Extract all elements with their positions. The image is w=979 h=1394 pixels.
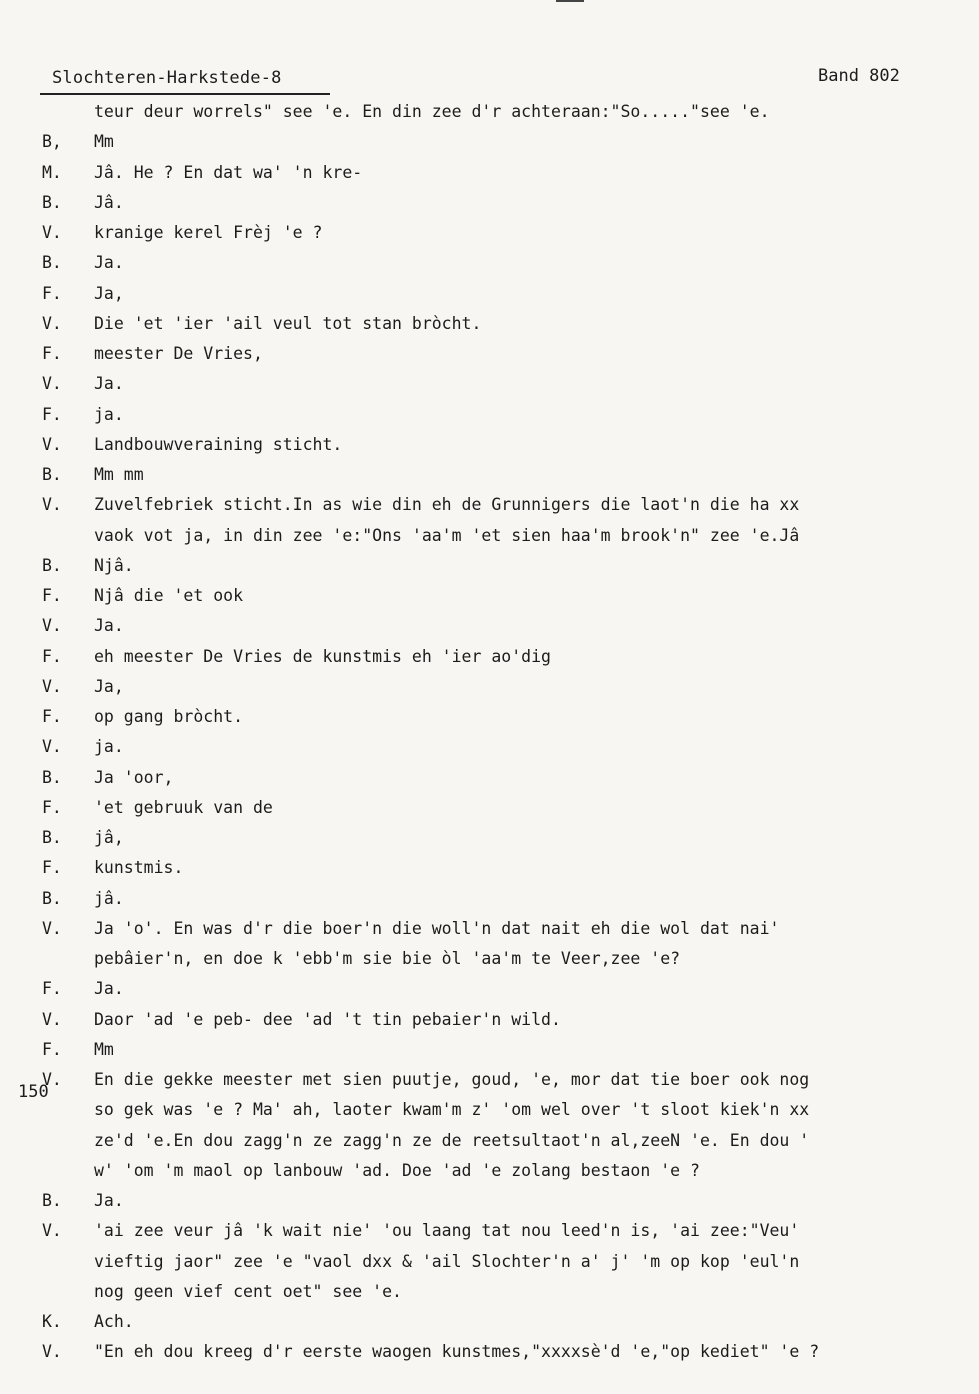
speaker-label: M.: [42, 162, 62, 182]
line-text: Daor 'ad 'e peb- dee 'ad 't tin pebaier'n wild.: [94, 1009, 561, 1029]
speaker-label: V.: [42, 434, 62, 454]
speaker-label: V.: [42, 1342, 62, 1362]
speaker-label: V.: [42, 918, 62, 938]
speaker-label: F.: [42, 586, 62, 605]
speaker-label: F.: [42, 344, 62, 363]
line-text: kunstmis.: [94, 858, 184, 878]
line-text: nog geen vief cent oet" see 'e.: [94, 1281, 402, 1301]
line-text: Ja.: [94, 253, 124, 273]
speaker-label: V.: [42, 616, 62, 636]
speaker-label: V.: [42, 1070, 62, 1089]
line-text: Ja.: [94, 979, 124, 999]
line-text: En die gekke meester met sien puutje, goud, 'e, mor dat tie boer ook nog: [94, 1070, 810, 1089]
line-text: w' 'om 'm maol op lanbouw 'ad. Doe 'ad 'e zolang bestaon 'e ?: [94, 1160, 700, 1180]
line-text: op gang bròcht.: [94, 707, 244, 726]
line-text: Jâ.: [94, 192, 124, 212]
speaker-label: V.: [42, 374, 62, 394]
band-label: Band 802: [818, 66, 900, 86]
line-text: Njâ die 'et ook: [94, 586, 244, 605]
speaker-label: V.: [42, 313, 62, 333]
line-text: Ja,: [94, 283, 124, 303]
top-mark: [556, 0, 584, 2]
speaker-label: F.: [42, 404, 62, 424]
speaker-label: V.: [42, 1009, 62, 1029]
speaker-label: B.: [42, 465, 62, 484]
speaker-label: B.: [42, 253, 62, 273]
line-text: meester De Vries,: [94, 344, 263, 363]
line-text: Ja.: [94, 374, 124, 394]
speaker-label: B.: [42, 888, 62, 908]
line-text: 'et gebruuk van de: [94, 797, 273, 817]
document-title: Slochteren-Harkstede-8: [52, 68, 282, 88]
line-text: "En eh dou kreeg d'r eerste waogen kunstmes,"xxxxsè'd 'e,"op kediet" 'e ?: [94, 1342, 820, 1362]
speaker-label: V.: [42, 737, 62, 757]
speaker-label: B.: [42, 828, 62, 847]
speaker-label: K.: [42, 1312, 62, 1331]
line-text: Landbouwveraining sticht.: [94, 434, 343, 454]
line-text: teur deur worrels" see 'e. En din zee d'r achteraan:"So....."see 'e.: [94, 102, 770, 121]
line-text: Ja.: [94, 616, 124, 636]
speaker-label: V.: [42, 676, 62, 696]
line-text: 'ai zee veur jâ 'k wait nie' 'ou laang tat nou leed'n is, 'ai zee:"Veu': [94, 1221, 800, 1241]
speaker-label: B.: [42, 192, 62, 212]
line-text: Mm: [94, 132, 114, 152]
speaker-label: F.: [42, 797, 62, 817]
speaker-label: B.: [42, 1191, 62, 1210]
line-text: Ach.: [94, 1312, 134, 1331]
line-text: Ja,: [94, 676, 124, 696]
line-text: Njâ.: [94, 555, 134, 575]
line-text: Die 'et 'ier 'ail veul tot stan bròcht.: [94, 313, 482, 333]
speaker-label: V.: [42, 495, 62, 515]
line-text: ze'd 'e.En dou zagg'n ze zagg'n ze de reetsultaot'n al,zeeN 'e. En dou ': [94, 1130, 810, 1150]
line-text: Jâ. He ? En dat wa' 'n kre-: [94, 162, 363, 182]
line-text: Ja 'oor,: [94, 767, 174, 787]
line-text: vaok vot ja, in din zee 'e:"Ons 'aa'm 'et sien haa'm brook'n" zee 'e.Jâ: [94, 525, 800, 545]
speaker-label: B,: [42, 132, 62, 152]
speaker-label: V.: [42, 1221, 62, 1241]
line-text: eh meester De Vries de kunstmis eh 'ier ao'dig: [94, 646, 551, 666]
line-text: so gek was 'e ? Ma' ah, laoter kwam'm z' 'om wel over 't sloot kiek'n xx: [94, 1100, 810, 1120]
speaker-label: B.: [42, 767, 62, 787]
line-text: ja.: [94, 404, 124, 424]
line-text: ja.: [94, 737, 124, 757]
speaker-label: B.: [42, 555, 62, 575]
title-underline: [40, 93, 330, 95]
speaker-label: V.: [42, 223, 62, 242]
line-text: Ja.: [94, 1191, 124, 1210]
line-text: Mm: [94, 1039, 114, 1059]
line-text: kranige kerel Frèj 'e ?: [94, 223, 323, 242]
line-text: pebâier'n, en doe k 'ebb'm sie bie òl 'aa'm te Veer,zee 'e?: [94, 949, 681, 968]
speaker-label: F.: [42, 1039, 62, 1059]
speaker-label: F.: [42, 707, 62, 726]
speaker-label: F.: [42, 283, 62, 303]
line-text: jâ,: [94, 828, 124, 847]
line-text: Ja 'o'. En was d'r die boer'n die woll'n dat nait eh die wol dat nai': [94, 918, 780, 938]
line-text: vieftig jaor" zee 'e "vaol dxx & 'ail Slochter'n a' j' 'm op kop 'eul'n: [94, 1251, 800, 1271]
line-text: jâ.: [94, 888, 124, 908]
speaker-label: F.: [42, 646, 62, 666]
line-text: Mm mm: [94, 465, 144, 484]
margin-number: 150: [18, 1082, 49, 1102]
line-text: Zuvelfebriek sticht.In as wie din eh de Grunnigers die laot'n die ha xx: [94, 495, 800, 515]
speaker-label: F.: [42, 858, 62, 878]
speaker-label: F.: [42, 979, 62, 999]
